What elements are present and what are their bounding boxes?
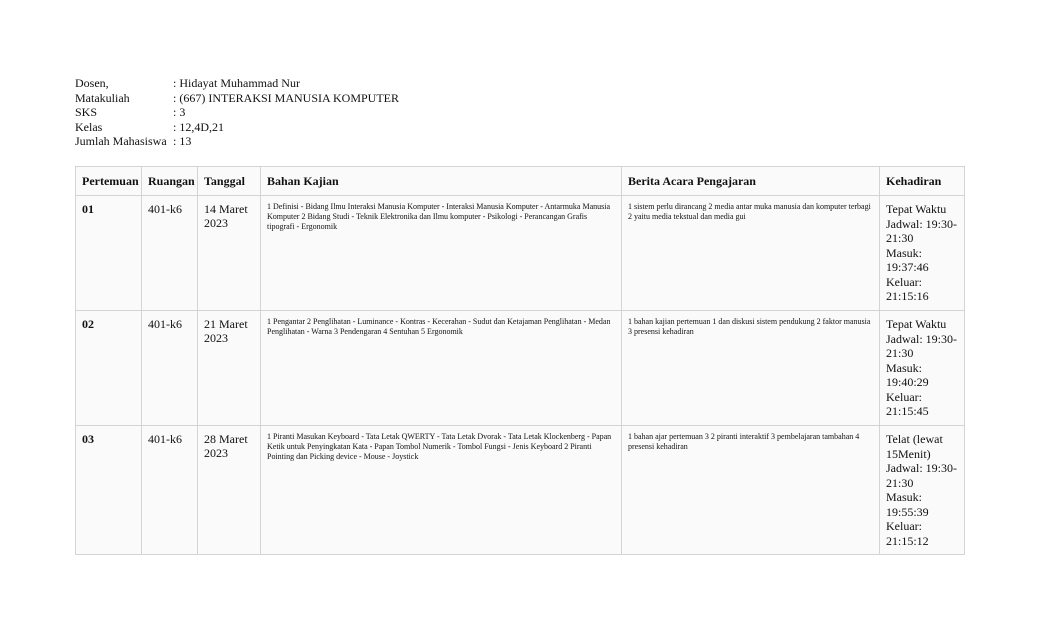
cell-tanggal: 28 Maret 2023 <box>198 426 261 555</box>
cell-kehadiran <box>880 311 965 426</box>
info-row-dosen <box>75 76 399 91</box>
cell-ruangan: 401-k6 <box>142 311 198 426</box>
attendance-check-out: Keluar: 21:15:12 <box>886 519 929 548</box>
attendance-check-out: Keluar: 21:15:45 <box>886 389 929 418</box>
cell-pertemuan: 02 <box>76 311 142 426</box>
table-row <box>76 426 965 555</box>
info-label: Jumlah Mahasiswa <box>75 134 167 148</box>
column-header-bahan-kajian: Bahan Kajian <box>261 167 622 196</box>
table-header-row <box>76 167 965 196</box>
attendance-check-in: Masuk: 19:40:29 <box>886 360 929 389</box>
attendance-schedule: Jadwal: 19:30-21:30 <box>886 461 957 490</box>
column-header-kehadiran: Kehadiran <box>880 167 965 196</box>
cell-bahan-kajian: 1 Definisi - Bidang Ilmu Interaksi Manusia Komputer - Interaksi Manusia Komputer - Antarmuka Manusia Komputer 2 Bidang Studi - Teknik Elektronika dan Ilmu komputer - Psikologi - Perancangan Grafis tipografi - Ergonomik <box>261 196 622 311</box>
info-value: : Hidayat Muhammad Nur <box>173 76 300 90</box>
attendance-status: Tepat Waktu <box>886 202 947 216</box>
cell-tanggal: 21 Maret 2023 <box>198 311 261 426</box>
attendance-check-out: Keluar: 21:15:16 <box>886 274 929 303</box>
info-value: : 12,4D,21 <box>173 119 224 134</box>
info-row-jumlah-mahasiswa <box>75 134 399 149</box>
course-info <box>75 76 399 149</box>
attendance-schedule: Jadwal: 19:30-21:30 <box>886 331 957 360</box>
attendance-status: Telat (lewat 15Menit) <box>886 432 943 461</box>
cell-berita-acara: 1 bahan ajar pertemuan 3 2 piranti interaktif 3 pembelajaran tambahan 4 presensi kehadiran <box>622 426 880 555</box>
info-label: Kelas <box>75 119 103 134</box>
cell-bahan-kajian: 1 Pengantar 2 Penglihatan - Luminance - Kontras - Kecerahan - Sudut dan Ketajaman Penglihatan - Medan Penglihatan - Warna 3 Pendengaran 4 Sentuhan 5 Ergonomik <box>261 311 622 426</box>
cell-berita-acara: 1 sistem perlu dirancang 2 media antar muka manusia dan komputer terbagi 2 yaitu media tekstual dan media gui <box>622 196 880 311</box>
cell-tanggal: 14 Maret 2023 <box>198 196 261 311</box>
column-header-berita-acara: Berita Acara Pengajaran <box>622 167 880 196</box>
cell-berita-acara: 1 bahan kajian pertemuan 1 dan diskusi sistem pendukung 2 faktor manusia 3 presensi kehadiran <box>622 311 880 426</box>
info-row-sks <box>75 105 399 120</box>
column-header-tanggal: Tanggal <box>198 167 261 196</box>
attendance-check-in: Masuk: 19:55:39 <box>886 490 929 519</box>
attendance-check-in: Masuk: 19:37:46 <box>886 245 929 274</box>
cell-ruangan: 401-k6 <box>142 426 198 555</box>
column-header-ruangan: Ruangan <box>142 167 198 196</box>
attendance-status: Tepat Waktu <box>886 317 947 331</box>
cell-ruangan: 401-k6 <box>142 196 198 311</box>
info-row-kelas <box>75 120 399 135</box>
cell-kehadiran <box>880 196 965 311</box>
info-label: SKS <box>75 105 98 119</box>
info-value: : 3 <box>173 105 186 119</box>
table-row <box>76 311 965 426</box>
info-row-matakuliah <box>75 91 399 106</box>
attendance-schedule: Jadwal: 19:30-21:30 <box>886 216 957 245</box>
cell-kehadiran <box>880 426 965 555</box>
info-label: Dosen, <box>75 76 109 90</box>
info-value: : (667) INTERAKSI MANUSIA KOMPUTER <box>173 90 400 105</box>
table-row <box>76 196 965 311</box>
cell-pertemuan: 01 <box>76 196 142 311</box>
meeting-table <box>75 166 965 555</box>
cell-bahan-kajian: 1 Piranti Masukan Keyboard - Tata Letak QWERTY - Tata Letak Dvorak - Tata Letak Klockenberg - Papan Ketik untuk Penyingkatan Kata - Papan Tombol Numerik - Tombol Fungsi - Jenis Keyboard 2 Piranti Pointing dan Picking device - Mouse - Joystick <box>261 426 622 555</box>
column-header-pertemuan: Pertemuan <box>76 167 142 196</box>
info-label: Matakuliah <box>75 90 130 105</box>
cell-pertemuan: 03 <box>76 426 142 555</box>
info-value: : 13 <box>173 134 192 148</box>
